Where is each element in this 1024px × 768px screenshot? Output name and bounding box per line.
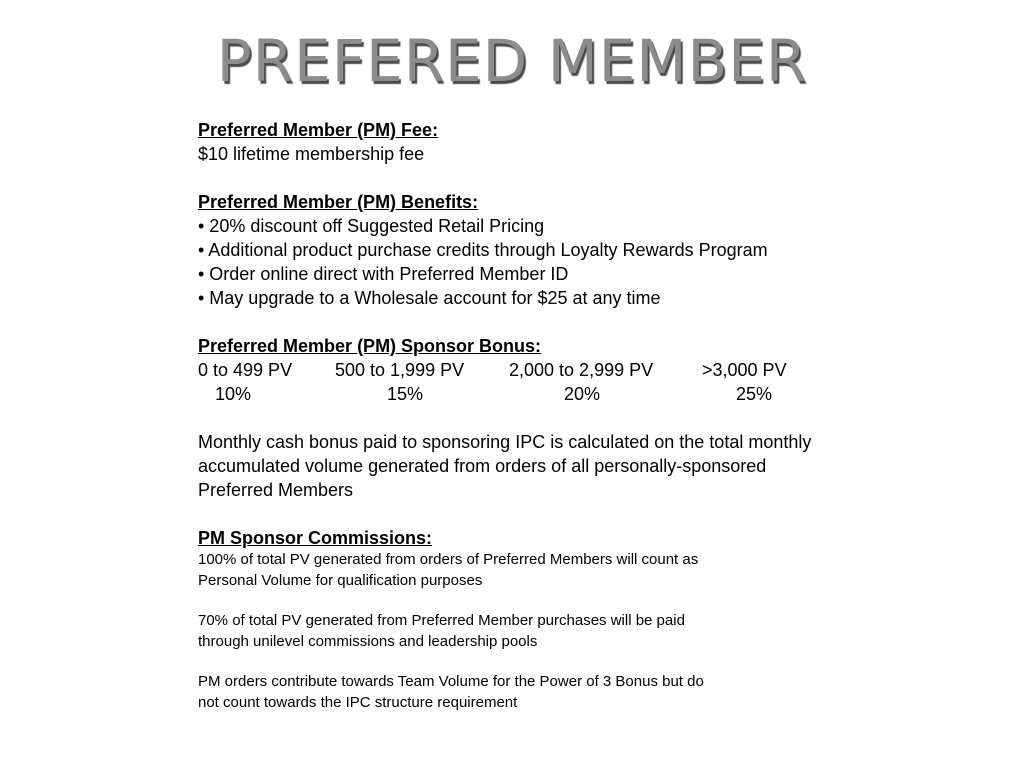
tier-percent: 15% [387,384,424,404]
tier-range: 0 to 499 PV [198,360,293,380]
tier-range: 2,000 to 2,999 PV [509,360,654,380]
tier-range: >3,000 PV [702,360,787,380]
benefit-item: • May upgrade to a Wholesale account for $25 at any time [198,288,661,308]
benefits-heading: Preferred Member (PM) Benefits: [198,192,479,212]
commission-line: PM orders contribute towards Team Volume for the Power of 3 Bonus but do [198,673,704,690]
tier-range: 500 to 1,999 PV [335,360,465,380]
tier-range-row [198,358,998,382]
bonus-description-line: accumulated volume generated from orders of all personally-sponsored [198,456,767,476]
bonus-description-line: Monthly cash bonus paid to sponsoring IPC is calculated on the total monthly [198,432,812,452]
commission-line: through unilevel commissions and leadership pools [198,632,538,650]
tier-percent-row [198,382,998,406]
tier-percent: 20% [564,384,601,404]
benefit-item: • Order online direct with Preferred Member ID [198,264,569,284]
benefit-item: • 20% discount off Suggested Retail Pricing [198,216,545,236]
commission-line: Personal Volume for qualification purposes [198,571,483,589]
commission-line: 70% of total PV generated from Preferred Member purchases will be paid [198,612,685,629]
sponsor-bonus-heading: Preferred Member (PM) Sponsor Bonus: [198,336,542,356]
slide-body [198,118,998,713]
fee-text: $10 lifetime membership fee [198,144,425,164]
slide-title: PREFERED MEMBER [216,27,808,95]
tier-percent: 10% [215,384,252,404]
bonus-description-line: Preferred Members [198,480,354,500]
commission-line: not count towards the IPC structure requirement [198,693,518,711]
commission-line: 100% of total PV generated from orders of Preferred Members will count as [198,551,699,568]
commissions-heading: PM Sponsor Commissions: [198,528,433,548]
tier-percent: 25% [736,384,773,404]
fee-heading: Preferred Member (PM) Fee: [198,120,439,140]
benefit-item: • Additional product purchase credits through Loyalty Rewards Program [198,240,768,260]
